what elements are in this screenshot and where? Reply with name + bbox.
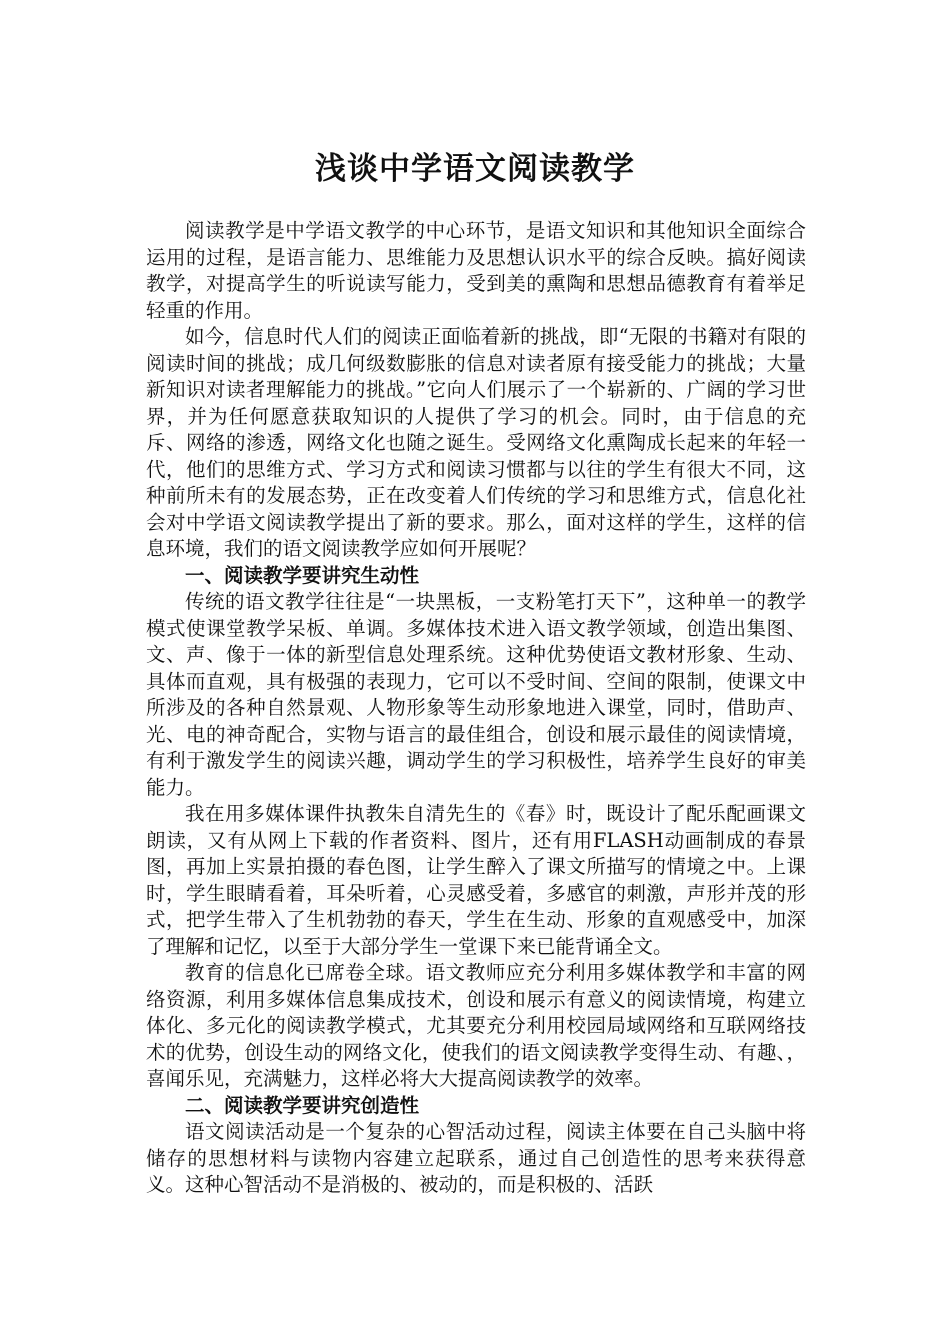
section-2-paragraph-1: 语文阅读活动是一个复杂的心智活动过程，阅读主体要在自己头脑中将储存的思想材料与读物内容建立起联系，通过自己创造性的思考来获得意义。这种心智活动不是消极的、被动的，而是积极的、活跃: [146, 1120, 806, 1196]
intro-paragraph-2: 如今，信息时代人们的阅读正面临着新的挑战，即“无限的书籍对有限的阅读时间的挑战；成几何级数膨胀的信息对读者原有接受能力的挑战；大量新知识对读者理解能力的挑战。”它向人们展示了一个崭新的、广阔的学习世界，并为任何愿意获取知识的人提供了学习的机会。同时，由于信息的充斥、网络的渗透，网络文化也随之诞生。受网络文化熏陶成长起来的年轻一代，他们的思维方式、学习方式和阅读习惯都与以往的学生有很大不同，这种前所未有的发展态势，正在改变着人们传统的学习和思维方式，信息化社会对中学语文阅读教学提出了新的要求。那么，面对这样的学生，这样的信息环境，我们的语文阅读教学应如何开展呢？: [146, 325, 806, 560]
section-1-paragraph-1: 传统的语文教学往往是“一块黑板，一支粉笔打天下”，这种单一的教学模式使课堂教学呆板、单调。多媒体技术进入语文教学领域，创造出集图、文、声、像于一体的新型信息处理系统。这种优势使语文教材形象、生动、具体而直观，具有极强的表现力，它可以不受时间、空间的限制，使课文中所涉及的各种自然景观、人物形象等生动形象地进入课堂，同时，借助声、光、电的神奇配合，实物与语言的最佳组合，创设和展示最佳的阅读情境，有利于激发学生的阅读兴趣，调动学生的学习积极性，培养学生良好的审美能力。: [146, 590, 806, 799]
section-2-heading: 二、阅读教学要讲究创造性: [185, 1093, 420, 1117]
section-1-paragraph-3: 教育的信息化已席卷全球。语文教师应充分利用多媒体教学和丰富的网络资源，利用多媒体信息集成技术，创设和展示有意义的阅读情境，构建立体化、多元化的阅读教学模式，尤其要充分利用校园局域网络和互联网络技术的优势，创设生动的网络文化，使我们的语文阅读教学变得生动、有趣、，喜闻乐见，充满魅力，这样必将大大提高阅读教学的效率。: [146, 961, 806, 1090]
intro-paragraph-1: 阅读教学是中学语文教学的中心环节，是语文知识和其他知识全面综合运用的过程，是语言能力、思维能力及思想认识水平的综合反映。搞好阅读教学，对提高学生的听说读写能力，受到美的熏陶和思想品德教育有着举足轻重的作用。: [146, 219, 806, 322]
section-1-heading: 一、阅读教学要讲究生动性: [185, 563, 420, 587]
section-1-paragraph-2: 我在用多媒体课件执教朱自清先生的《春》时，既设计了配乐配画课文朗读，又有从网上下载的作者资料、图片，还有用FLASH动画制成的春景图，再加上实景拍摄的春色图，让学生醉入了课文所描写的情境之中。上课时，学生眼睛看着，耳朵听着，心灵感受着，多感官的刺激，声形并茂的形式，把学生带入了生机勃勃的春天，学生在生动、形象的直观感受中，加深了理解和记忆，以至于大部分学生一堂课下来已能背诵全文。: [146, 802, 806, 958]
document-body: [146, 218, 806, 1199]
document-title: 浅谈中学语文阅读教学: [315, 150, 635, 187]
